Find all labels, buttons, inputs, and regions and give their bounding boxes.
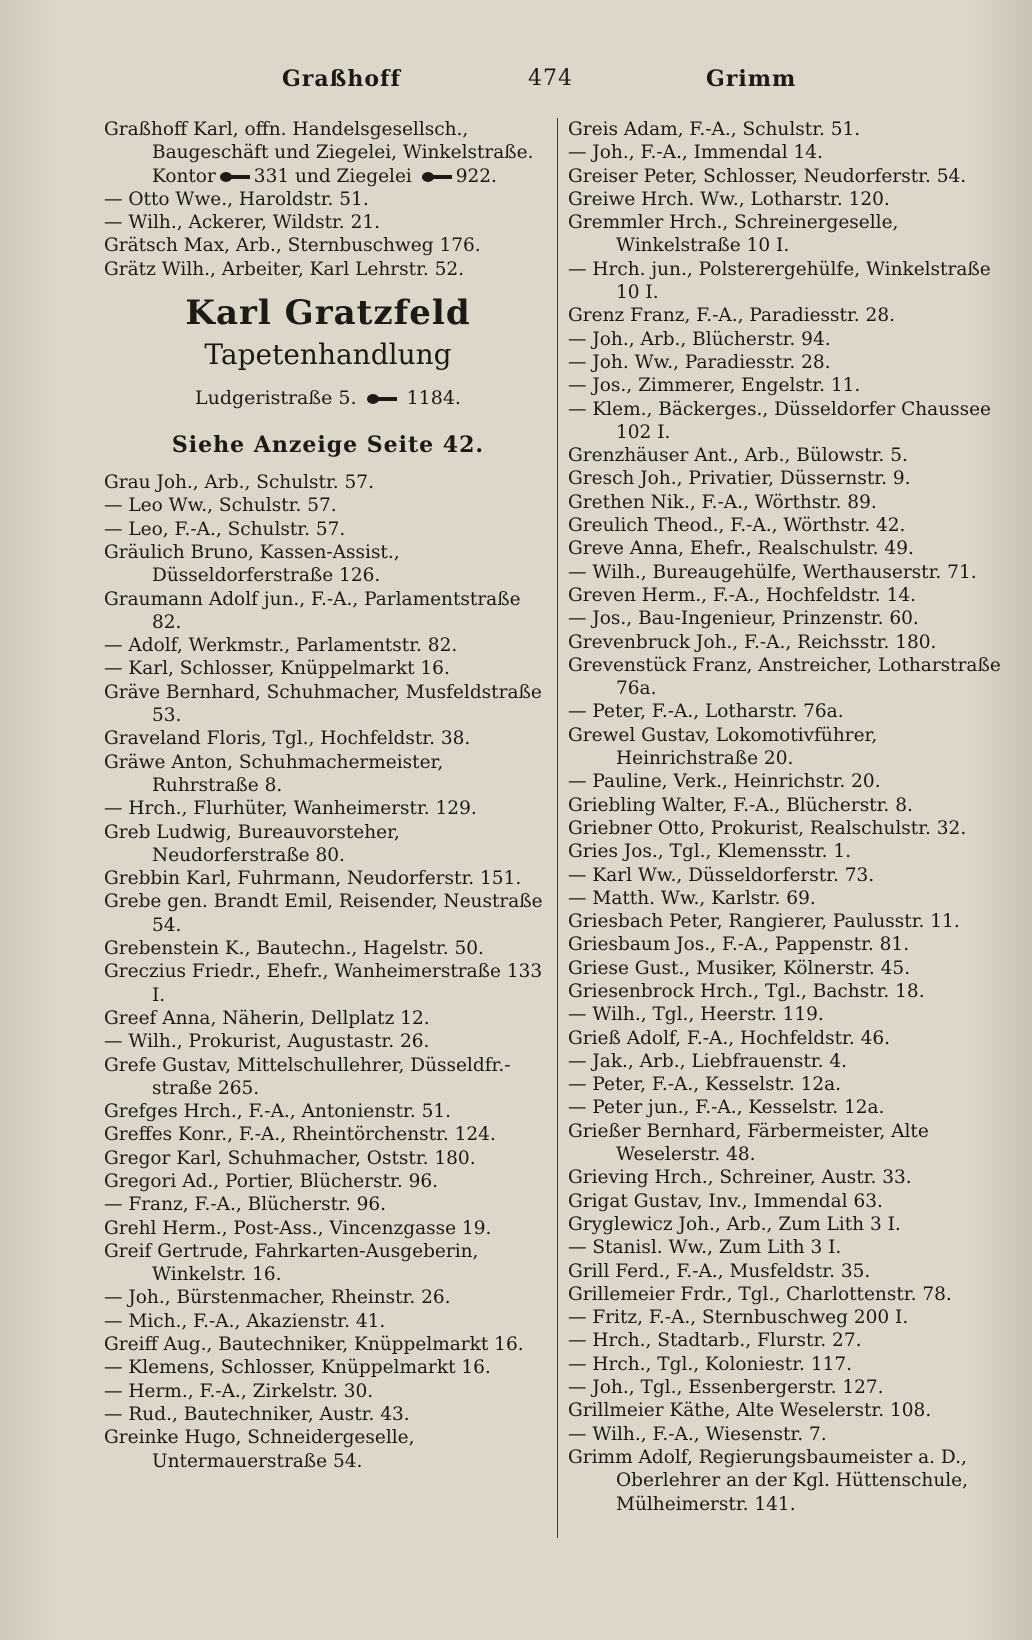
entry: Grewel Gustav, Lokomotivführer, Heinrichstraße 20. — [568, 724, 878, 770]
entry: — Franz, F.-A., Blücherstr. 96. — [104, 1194, 387, 1216]
right-column — [568, 118, 1018, 1516]
entry: — Mich., F.-A., Akazienstr. 41. — [104, 1310, 386, 1332]
entry: — Klem., Bäckerges., Düsseldorfer Chaussee 102 I. — [568, 398, 992, 443]
ad-name: Karl Gratzfeld — [185, 293, 471, 334]
entry: Gräve Bernhard, Schuhmacher, Musfeldstraße 53. — [104, 681, 542, 727]
advertisement — [104, 291, 552, 461]
entry: Grenzhäuser Ant., Arb., Bülowstr. 5. — [568, 445, 908, 467]
entry: — Joh., Tgl., Essenbergerstr. 127. — [568, 1377, 884, 1399]
entry: Griesenbrock Hrch., Tgl., Bachstr. 18. — [568, 980, 925, 1002]
entry: Greif Gertrude, Fahrkarten-Ausgeberin, Winkelstr. 16. — [104, 1240, 479, 1286]
entry: — Otto Wwe., Haroldstr. 51. — [104, 188, 369, 210]
entry: Grebenstein K., Bautechn., Hagelstr. 50. — [104, 938, 484, 960]
entry: — Jos., Bau-Ingenieur, Prinzenstr. 60. — [568, 608, 919, 630]
entry: Grehl Herm., Post-Ass., Vincenzgasse 19. — [104, 1217, 492, 1239]
entry: Griese Gust., Musiker, Kölnerstr. 45. — [568, 957, 911, 979]
entry: Grimm Adolf, Regierungsbaumeister a. D., Oberlehrer an der Kgl. Hüttenschule, Mülheimerstr. 141. — [568, 1446, 968, 1515]
entry: Greulich Theod., F.-A., Wörthstr. 42. — [568, 515, 906, 537]
entry: — Hrch., Stadtarb., Flurstr. 27. — [568, 1330, 862, 1352]
entry: Grevenstück Franz, Anstreicher, Lotharstraße 76a. — [568, 654, 1001, 700]
entry: — Leo Ww., Schulstr. 57. — [104, 495, 337, 517]
entry: — Joh., Bürstenmacher, Rheinstr. 26. — [104, 1287, 451, 1309]
entry: Gräwe Anton, Schuhmachermeister, Ruhrstraße 8. — [104, 751, 444, 796]
left-column — [104, 118, 552, 1473]
telephone-icon — [422, 171, 452, 183]
entry: Gregori Ad., Portier, Blücherstr. 96. — [104, 1170, 439, 1192]
entry: Greiff Aug., Bautechniker, Knüppelmarkt 16. — [104, 1334, 524, 1356]
entry: Grigat Gustav, Inv., Immendal 63. — [568, 1190, 883, 1212]
entry: Greffes Konr., F.-A., Rheintörchenstr. 124. — [104, 1124, 496, 1146]
entry: Grebbin Karl, Fuhrmann, Neudorferstr. 151. — [104, 868, 522, 890]
entry: — Peter, F.-A., Lotharstr. 76a. — [568, 701, 844, 723]
entry: Grätz Wilh., Arbeiter, Karl Lehrstr. 52. — [104, 258, 465, 280]
page-header — [0, 66, 1032, 106]
entry: Grillmeier Käthe, Alte Weselerstr. 108. — [568, 1400, 932, 1422]
entry: — Fritz, F.-A., Sternbuschweg 200 I. — [568, 1307, 909, 1329]
telephone-icon — [367, 393, 397, 405]
entry: — Hrch. jun., Polsterergehülfe, Winkelstraße 10 I. — [568, 258, 991, 304]
entry: Graveland Floris, Tgl., Hochfeldstr. 38. — [104, 728, 471, 750]
entry: Grau Joh., Arb., Schulstr. 57. — [104, 472, 374, 494]
entry: — Joh., F.-A., Immendal 14. — [568, 142, 823, 164]
entry: Grieß Adolf, F.-A., Hochfeldstr. 46. — [568, 1027, 891, 1049]
entry: Greiser Peter, Schlosser, Neudorferstr. 54. — [568, 165, 967, 187]
entry: Greven Herm., F.-A., Hochfeldstr. 14. — [568, 584, 916, 606]
entry: Gregor Karl, Schuhmacher, Oststr. 180. — [104, 1147, 476, 1169]
entry: Grefe Gustav, Mittelschullehrer, Düsseldfr.-straße 265. — [104, 1054, 511, 1099]
ad-address: Ludgeristraße 5. — [195, 387, 357, 410]
entry: Grenz Franz, F.-A., Paradiesstr. 28. — [568, 305, 895, 327]
entry: Grießer Bernhard, Färbermeister, Alte Weselerstr. 48. — [568, 1120, 929, 1166]
entry: — Wilh., Ackerer, Wildstr. 21. — [104, 212, 380, 234]
entry: Gremmler Hrch., Schreinergeselle, Winkelstraße 10 I. — [568, 212, 899, 257]
entry: — Peter, F.-A., Kesselstr. 12a. — [568, 1074, 842, 1096]
entry: Greef Anna, Näherin, Dellplatz 12. — [104, 1007, 430, 1029]
entry: Graßhoff Karl, offn. Handelsgesellsch., Baugeschäft und Ziegelei, Winkelstraße. Kontor 331 und Ziegelei 922. — [104, 119, 534, 187]
entry: — Wilh., F.-A., Wiesenstr. 7. — [568, 1423, 827, 1445]
column-divider — [557, 118, 558, 1538]
entry: Greczius Friedr., Ehefr., Wanheimerstraße 133 I. — [104, 961, 543, 1006]
header-left-keyword: Graßhoff — [282, 66, 401, 92]
entry: Grillemeier Frdr., Tgl., Charlottenstr. 78. — [568, 1283, 952, 1305]
entry: Greiwe Hrch. Ww., Lotharstr. 120. — [568, 188, 890, 210]
entry: — Stanisl. Ww., Zum Lith 3 I. — [568, 1237, 842, 1259]
entry: — Jos., Zimmerer, Engelstr. 11. — [568, 375, 861, 397]
entry: Gräulich Bruno, Kassen-Assist., Düsseldorferstraße 126. — [104, 541, 400, 587]
entry: Greve Anna, Ehefr., Realschulstr. 49. — [568, 538, 914, 560]
entry: Grethen Nik., F.-A., Wörthstr. 89. — [568, 491, 877, 513]
entry: Grätsch Max, Arb., Sternbuschweg 176. — [104, 235, 481, 257]
entry: Greb Ludwig, Bureauvorsteher, Neudorferstraße 80. — [104, 821, 400, 866]
entry: — Matth. Ww., Karlstr. 69. — [568, 887, 816, 909]
entry: — Pauline, Verk., Heinrichstr. 20. — [568, 771, 881, 793]
entry: Griebling Walter, F.-A., Blücherstr. 8. — [568, 794, 913, 816]
entry: Gresch Joh., Privatier, Düssernstr. 9. — [568, 468, 911, 490]
entry: — Joh., Arb., Blücherstr. 94. — [568, 328, 831, 350]
entry: — Hrch., Tgl., Koloniestr. 117. — [568, 1353, 853, 1375]
entry: Grefges Hrch., F.-A., Antonienstr. 51. — [104, 1101, 452, 1123]
entry: Grevenbruck Joh., F.-A., Reichsstr. 180. — [568, 631, 937, 653]
entry: Griesbach Peter, Rangierer, Paulusstr. 11. — [568, 911, 960, 933]
entry: Grebe gen. Brandt Emil, Reisender, Neustraße 54. — [104, 891, 543, 936]
entry: — Joh. Ww., Paradiesstr. 28. — [568, 351, 831, 373]
entry: — Wilh., Prokurist, Augustastr. 26. — [104, 1031, 430, 1053]
entry: — Rud., Bautechniker, Austr. 43. — [104, 1403, 410, 1425]
entry: Grieving Hrch., Schreiner, Austr. 33. — [568, 1167, 912, 1189]
entry: — Karl Ww., Düsseldorferstr. 73. — [568, 864, 875, 886]
ad-reference: Siehe Anzeige Seite 42. — [171, 432, 485, 459]
entry: Gryglewicz Joh., Arb., Zum Lith 3 I. — [568, 1213, 901, 1235]
entry: — Jak., Arb., Liebfrauenstr. 4. — [568, 1050, 848, 1072]
entry: Graumann Adolf jun., F.-A., Parlamentstraße 82. — [104, 588, 521, 633]
entry: Griebner Otto, Prokurist, Realschulstr. 32. — [568, 817, 967, 839]
entry: — Leo, F.-A., Schulstr. 57. — [104, 518, 346, 540]
entry: — Karl, Schlosser, Knüppelmarkt 16. — [104, 658, 450, 680]
entry: Greinke Hugo, Schneidergeselle, Untermauerstraße 54. — [104, 1427, 415, 1472]
ad-address-line — [104, 383, 552, 413]
entry: — Wilh., Bureaugehülfe, Werthauserstr. 71. — [568, 561, 977, 583]
page-number: 474 — [528, 66, 573, 91]
entry: Grill Ferd., F.-A., Musfeldstr. 35. — [568, 1260, 871, 1282]
entry: — Hrch., Flurhüter, Wanheimerstr. 129. — [104, 798, 477, 820]
header-right-keyword: Grimm — [706, 66, 797, 92]
entry: — Adolf, Werkmstr., Parlamentstr. 82. — [104, 635, 458, 657]
entry: Griesbaum Jos., F.-A., Pappenstr. 81. — [568, 934, 910, 956]
entry: — Herm., F.-A., Zirkelstr. 30. — [104, 1380, 374, 1402]
entry: — Wilh., Tgl., Heerstr. 119. — [568, 1004, 824, 1026]
entry: — Klemens, Schlosser, Knüppelmarkt 16. — [104, 1357, 491, 1379]
telephone-icon — [220, 171, 250, 183]
ad-subtitle: Tapetenhandlung — [204, 338, 452, 372]
ad-phone: 1184. — [406, 387, 461, 410]
entry: — Peter jun., F.-A., Kesselstr. 12a. — [568, 1097, 885, 1119]
entry: Greis Adam, F.-A., Schulstr. 51. — [568, 119, 861, 140]
entry: Gries Jos., Tgl., Klemensstr. 1. — [568, 841, 852, 863]
